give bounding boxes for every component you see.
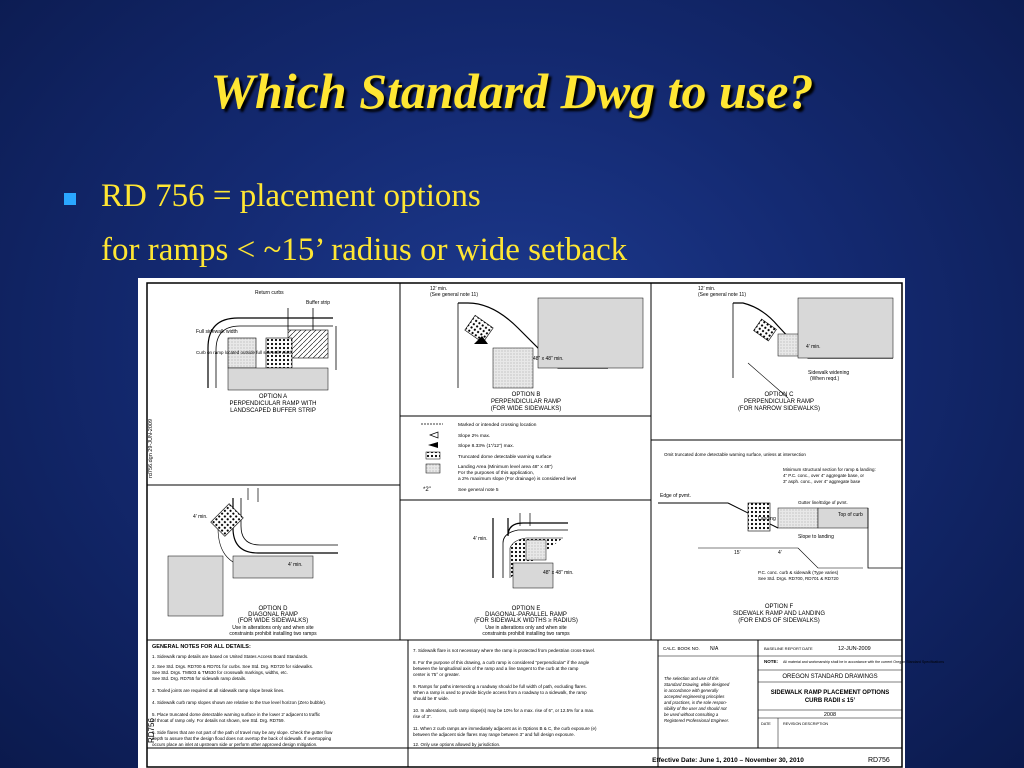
opt-f-label-2: Landing: [758, 516, 776, 522]
opt-c-label-4: (When reqd.): [810, 376, 840, 382]
note-right-5: When a ramp is used to provide bicycle access from a roadway to a sidewalk, the ramp: [413, 690, 587, 695]
opt-b-label-1: (See general note 11): [430, 292, 478, 298]
drawing-year: 2008: [823, 712, 837, 718]
note-right-6: should be 8’ wide.: [413, 696, 449, 701]
opt-f-label-5: Gutter line/Edge of pvmt.: [798, 500, 848, 505]
general-note-3: See Std. Drg. RD755 for sidewalk ramp details.: [152, 676, 247, 681]
option-f-sub1: SIDEWALK RAMP AND LANDING: [732, 611, 826, 617]
opt-f-label-8: P.C. conc. curb & sidewalk (Type varies): [758, 570, 839, 575]
general-note-0: 1. Sidewalk ramp details are based on United States Access Board Standards.: [152, 654, 309, 659]
legend-5: For the purposes of this application,: [458, 471, 534, 476]
option-c-sub2: (FOR NARROW SIDEWALKS): [737, 406, 821, 412]
option-d-title: OPTION D: [258, 606, 288, 612]
legend: [421, 424, 443, 493]
note-right-11: 12. Only use options allowed by jurisdiction.: [413, 742, 501, 747]
option-b-sub2: (FOR WIDE SIDEWALKS): [490, 406, 562, 412]
opt-d-label-0: 4’ min.: [193, 514, 208, 520]
opt-c-label-0: 12’ min.: [698, 286, 716, 292]
opt-b-label-0: 12’ min.: [430, 286, 448, 292]
opt-b-label-2: 48” x 48” min.: [533, 356, 564, 362]
option-b-sub1: PERPENDICULAR RAMP: [490, 399, 562, 405]
drawing-title-2: CURB RADII ≤ 15’: [804, 698, 856, 704]
slide-title: Which Standard Dwg to use?: [210, 63, 814, 119]
disclaimer-0: The selection and use of this: [664, 676, 719, 681]
disclaimer-4: and practices, is the sole respon-: [664, 700, 728, 705]
opt-f-label-11: 4” P.C. conc., over 4” aggregate base, or: [783, 473, 864, 478]
date-column: DATE: [761, 722, 771, 726]
option-e-note2: constraints prohibit installing two ramps: [482, 631, 570, 637]
opt-f-label-6: 15’: [734, 550, 741, 556]
general-note-4: 3. Tooled joints are required at all sidewalk ramp slope break lines.: [152, 688, 285, 693]
option-c-sub1: PERPENDICULAR RAMP: [743, 399, 815, 405]
note-text: All material and workmanship shall be in accordance with the current Oregon Standard Specifications: [783, 660, 945, 664]
option-e-title: OPTION E: [511, 606, 541, 612]
disclaimer-7: Registered Professional Engineer.: [664, 718, 730, 723]
opt-f-label-4: Top of curb: [838, 512, 863, 518]
option-d-detail: [168, 488, 338, 616]
option-b-title: OPTION B: [511, 392, 541, 398]
general-note-7: of throat of ramp only. For details not shown, see Std. Drg. RD759.: [152, 718, 285, 723]
opt-f-label-1: Edge of pvmt.: [660, 493, 691, 499]
opt-f-label-12: 3” asph. conc., over 4” aggregate base: [783, 479, 861, 484]
note-right-8: rise of 3”.: [413, 714, 432, 719]
drawing-title-1: SIDEWALK RAMP PLACEMENT OPTIONS: [770, 690, 890, 696]
option-f-title: OPTION F: [764, 604, 794, 610]
option-a-title: OPTION A: [258, 394, 288, 400]
note-right-7: 10. In alterations, curb ramp slope(s) may be 10% for a max. rise of 6”, or 12.5% for a max.: [413, 708, 595, 713]
bullet-text-line-1: RD 756 = placement options: [101, 178, 481, 214]
option-a-sub1: PERPENDICULAR RAMP WITH: [229, 401, 317, 407]
opt-e-label-1: 48” x 48” min.: [543, 570, 574, 576]
opt-a-label-2: Full sidewalk width: [196, 329, 238, 335]
org-name: OREGON STANDARD DRAWINGS: [782, 674, 878, 680]
legend-7: See general note 5: [458, 488, 499, 493]
opt-f-label-10: Minimum structural section for ramp & landing:: [783, 467, 876, 472]
general-note-1: 2. See Std. Drgs. RD700 & RD701 for curbs. See Std. Drg. RD720 for sidewalks.: [152, 664, 314, 669]
option-a-sub2: LANDSCAPED BUFFER STRIP: [230, 408, 316, 414]
option-d-note1: Use in alterations only and when site: [232, 625, 314, 631]
legend-0: Marked or intended crossing location: [458, 423, 537, 428]
note-right-4: 9. Ramps for paths intersecting a roadway should be full width of path, excluding flares.: [413, 684, 587, 689]
svg-text:*2": *2": [423, 487, 431, 493]
effective-date: Effective Date: June 1, 2010 – November 30, 2010: [652, 757, 804, 764]
option-b-detail: [458, 298, 643, 388]
disclaimer-2: in accordance with generally: [664, 688, 719, 693]
note-right-0: 7. Sidewalk flare is not necessary where the ramp is protected from pedestrian cross-travel.: [413, 648, 596, 653]
opt-c-label-2: 4’ min.: [806, 344, 821, 350]
option-e-sub1: DIAGONAL-PARALLEL RAMP: [485, 612, 567, 618]
drawing-number: RD756: [868, 757, 890, 764]
side-label: rd756.dgn 29-JUN-2009: [148, 418, 154, 478]
note-right-2: between the longitudinal axis of the ramp and a line tangent to the curb at the ramp: [413, 666, 579, 671]
opt-c-label-1: (See general note 11): [698, 292, 746, 298]
opt-d-label-1: 4’ min.: [288, 562, 303, 568]
opt-a-label-0: Return curbs: [255, 290, 284, 296]
general-notes-title: GENERAL NOTES FOR ALL DETAILS:: [152, 644, 251, 650]
legend-3: Truncated dome detectable warning surface: [458, 455, 552, 460]
opt-a-label-3: Curb on ramp located outside full sidewalk width: [196, 350, 293, 355]
disclaimer-3: accepted engineering principles: [664, 694, 725, 699]
option-e-note1: Use in alterations only and when site: [485, 625, 567, 631]
general-note-8: 6. Side flares that are not part of the path of travel may be any slope. Check the gutter flow: [152, 730, 333, 735]
opt-f-label-0: Omit truncated dome detectable warning surface, unless at intersection: [664, 452, 806, 457]
note-label: NOTE:: [764, 659, 778, 664]
disclaimer-6: be used without consulting a: [664, 712, 719, 717]
calc-book-label: CALC. BOOK NO.: [663, 646, 700, 651]
opt-f-label-7: 4’: [778, 550, 782, 556]
legend-6: a 2% maximum slope (For drainage) is considered level: [458, 477, 577, 482]
option-c-title: OPTION C: [764, 392, 794, 398]
side-label-bottom: RD756: [147, 718, 156, 743]
option-e-sub2: (FOR SIDEWALK WIDTHS ≥ RADIUS): [474, 618, 578, 624]
option-d-sub2: (FOR WIDE SIDEWALKS): [237, 618, 309, 624]
option-f-detail: [658, 503, 902, 568]
bullet-square-icon: [64, 193, 76, 205]
note-right-1: 8. For the purpose of this drawing, a curb ramp is considered “perpendicular” if the angle: [413, 660, 590, 665]
option-f-sub2: (FOR ENDS OF SIDEWALKS): [738, 618, 820, 624]
baseline-date-label: BASELINE REPORT DATE: [764, 646, 813, 651]
revision-column: REVISION DESCRIPTION: [783, 722, 829, 726]
calc-book-value: N/A: [710, 646, 719, 652]
legend-4: Landing Area (Minimum level area 48” x 48”): [458, 465, 553, 470]
baseline-date-value: 12-JUN-2009: [838, 646, 871, 652]
opt-c-label-3: Sidewalk widening: [808, 370, 850, 376]
note-right-10: between the adjacent side flares may range between 3” and full design exposure.: [413, 732, 575, 737]
opt-a-label-1: Buffer strip: [306, 300, 331, 306]
opt-e-label-0: 4’ min.: [473, 536, 488, 542]
legend-2: Slope 8.33% (1”/12”) max.: [458, 444, 514, 449]
general-note-9: depth to assure that the design flood does not overtop the back of sidewalk. If overtopping: [152, 736, 332, 741]
general-note-10: occurs place an inlet at upstream side or perform other approved design mitigation.: [152, 742, 318, 747]
general-note-5: 4. Sidewalk curb ramp slopes shown are relative to the true level horizon (Zero bubble).: [152, 700, 327, 705]
disclaimer-1: Standard Drawing, while designed: [664, 682, 730, 687]
option-e-detail: [493, 513, 568, 588]
standard-drawing-rd756: [138, 278, 945, 768]
option-d-note2: constraints prohibit installing two ramps: [229, 631, 317, 637]
opt-f-label-3: Slope to landing: [798, 534, 834, 540]
drawing-sheet: [138, 278, 945, 768]
general-note-2: See Std. Drgs. TM503 & TM530 for crosswalk markings, widths, etc.: [152, 670, 288, 675]
opt-f-label-9: See Std. Drgs. RD700, RD701 & RD720: [758, 576, 839, 581]
legend-1: Slope 2% max.: [458, 434, 491, 439]
disclaimer-5: sibility of the user and should not: [664, 706, 727, 711]
option-d-sub1: DIAGONAL RAMP: [248, 612, 298, 618]
option-a-detail: [208, 308, 336, 390]
bullet-text-line-2: for ramps < ~15’ radius or wide setback: [101, 232, 628, 268]
note-right-9: 11. When 2 curb ramps are immediately adjacent as in Options B & C, the curb exposure (e): [413, 726, 597, 731]
general-note-6: 5. Place truncated dome detectable warning surface in the lower 2’ adjacent to traffic: [152, 712, 321, 717]
note-right-3: center is 75° or greater.: [413, 672, 460, 677]
